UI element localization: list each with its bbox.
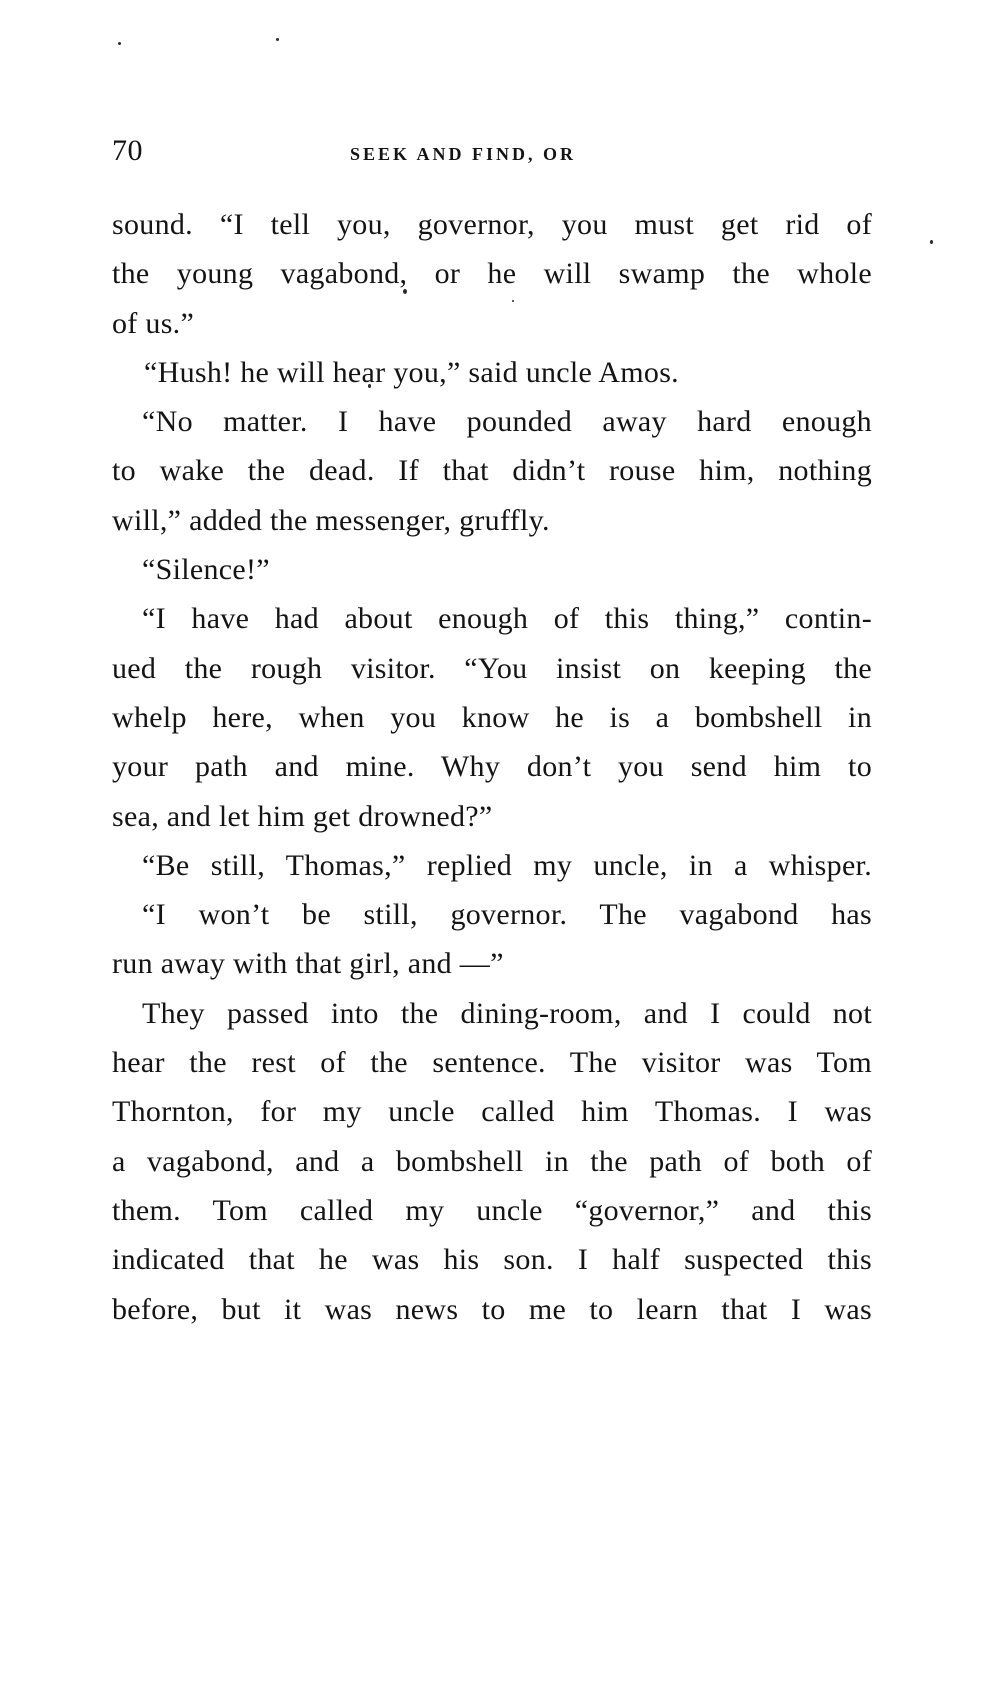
text-line: indicated that he was his son. I half suspected this — [112, 1243, 872, 1277]
text-line: “Hush! he will hear you,” said uncle Amos. — [144, 355, 679, 389]
text-line: them. Tom called my uncle “governor,” and this — [112, 1193, 872, 1227]
text-line: your path and mine. Why don’t you send him to — [112, 750, 872, 784]
text-line: They passed into the dining-room, and I could not — [142, 996, 872, 1030]
text-line: sea, and let him get drowned?” — [112, 799, 493, 833]
page-speck — [118, 42, 121, 45]
running-head: SEEK AND FIND, OR — [350, 144, 577, 164]
text-line: before, but it was news to me to learn that I was — [112, 1292, 872, 1326]
body-text — [112, 200, 872, 1334]
page-header — [112, 134, 872, 174]
text-line: of us.” — [112, 306, 195, 340]
text-line: will,” added the messenger, gruffly. — [112, 503, 550, 537]
text-line: run away with that girl, and —” — [112, 947, 504, 981]
text-line: hear the rest of the sentence. The visitor was Tom — [112, 1046, 872, 1080]
text-line: “Be still, Thomas,” replied my uncle, in a whisper. — [142, 848, 872, 882]
page-speck — [930, 240, 933, 244]
text-line: “Silence!” — [142, 553, 270, 587]
page-speck — [276, 38, 279, 41]
text-line: whelp here, when you know he is a bombshell in — [112, 700, 872, 734]
text-line: “I won’t be still, governor. The vagabond has — [142, 898, 872, 932]
text-line: “I have had about enough of this thing,” contin- — [142, 602, 872, 636]
text-line: ued the rough visitor. “You insist on keeping the — [112, 651, 872, 685]
text-line: to wake the dead. If that didn’t rouse him, nothing — [112, 454, 872, 488]
text-line: Thornton, for my uncle called him Thomas. I was — [112, 1095, 872, 1129]
text-line: sound. “I tell you, governor, you must get rid of — [112, 208, 872, 241]
text-line: “No matter. I have pounded away hard enough — [142, 405, 872, 439]
text-line: a vagabond, and a bombshell in the path of both of — [112, 1144, 872, 1178]
page-number: 70 — [112, 134, 143, 167]
text-line: the young vagabond, or he will swamp the whole — [112, 257, 872, 291]
